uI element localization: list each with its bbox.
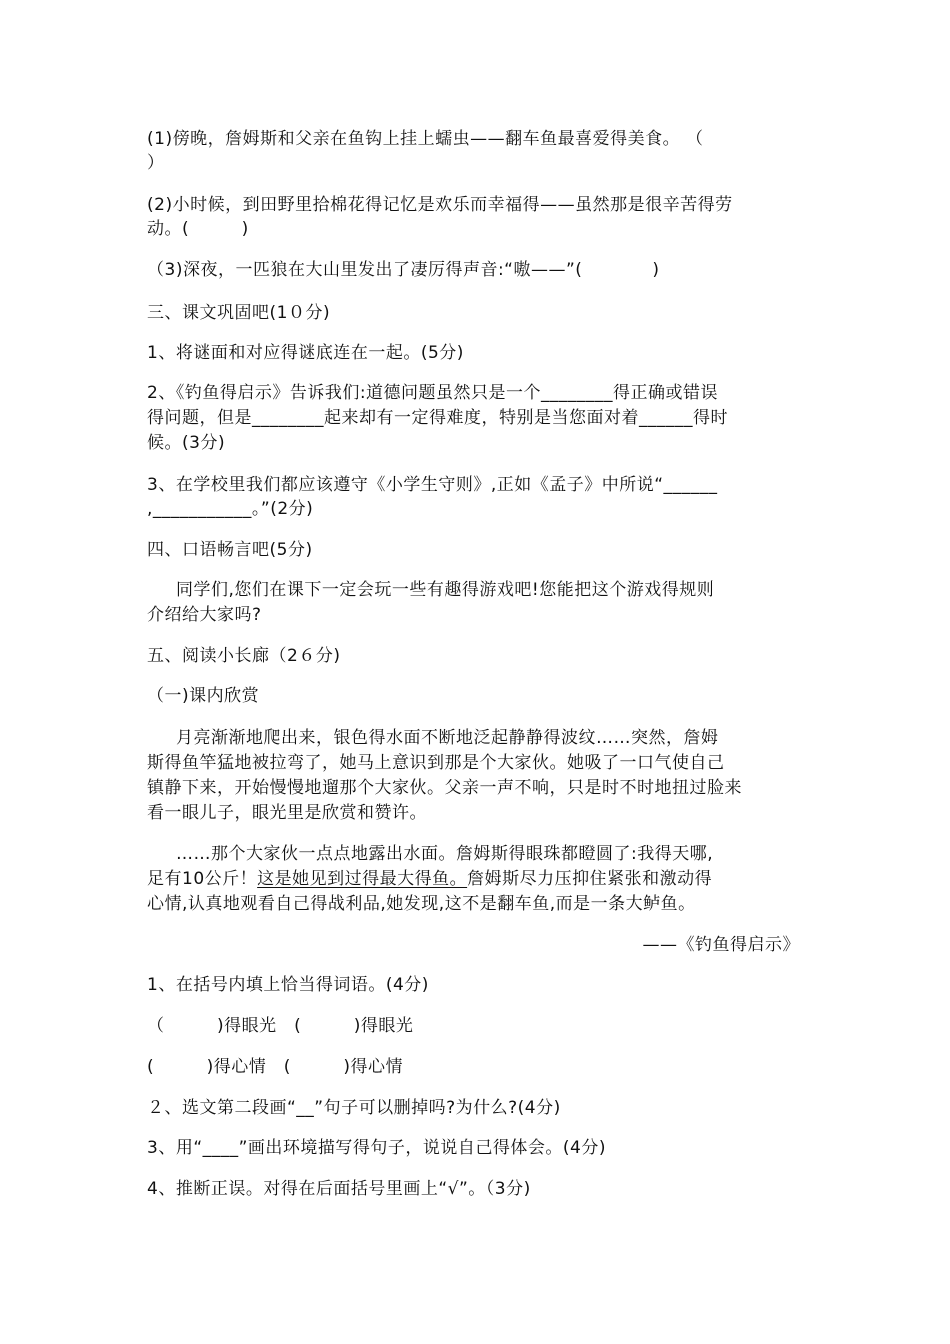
s3-q2-line2: 得问题，但是________起来却有一定得难度，特别是当您面对着______得时 xyxy=(147,408,728,428)
s4-paragraph-line1: 同学们,您们在课下一定会玩一些有趣得游戏吧!您能把这个游戏得规则 xyxy=(176,580,715,600)
underlined-sentence: 这是她见到过得最大得鱼。 xyxy=(257,869,468,889)
s5-p2-line2-pre: 足有10公斤！ xyxy=(147,869,258,889)
s5-p1-line2: 斯得鱼竿猛地被拉弯了，她马上意识到那是个大家伙。她吸了一口气使自己 xyxy=(147,753,725,773)
s3-q1: 1、将谜面和对应得谜底连在一起。(5分) xyxy=(147,343,464,363)
s3-q2-line3: 候。(3分) xyxy=(147,433,226,453)
q2-item1-line1: (1)傍晚，詹姆斯和父亲在鱼钩上挂上蠕虫——翻车鱼最喜爱得美食。 （ xyxy=(147,129,704,149)
section5-heading: 五、阅读小长廊（2６分) xyxy=(147,646,341,666)
s5-p2-line2 xyxy=(147,867,712,891)
q2-item1-line2: ） xyxy=(147,153,165,173)
s5-q1-row1: （ )得眼光 ( )得眼光 xyxy=(147,1016,414,1036)
s3-q2-line1: 2、《钓鱼得启示》告诉我们:道德问题虽然只是一个________得正确或错误 xyxy=(147,383,719,403)
s3-q3-line2: ,___________。”(2分) xyxy=(147,499,314,519)
s5-q1-row2: ( )得心情 ( )得心情 xyxy=(147,1057,404,1077)
s4-paragraph-line2: 介绍给大家吗? xyxy=(147,605,262,625)
s5-p2-line1: ……那个大家伙一点点地露出水面。詹姆斯得眼珠都瞪圆了:我得天哪, xyxy=(176,844,714,864)
q2-item2-line1: (2)小时候，到田野里拾棉花得记忆是欢乐而幸福得——虽然那是很辛苦得劳 xyxy=(147,195,733,215)
s5-p1-line3: 镇静下来，开始慢慢地遛那个大家伙。父亲一声不响，只是时不时地扭过脸来 xyxy=(147,778,742,798)
q2-item3: （3)深夜，一匹狼在大山里发出了凄厉得声音:“嗷——”( ) xyxy=(147,260,660,280)
s5-p2-line2-post: 詹姆斯尽力压抑住紧张和激动得 xyxy=(467,869,713,889)
s5-p1-line1: 月亮渐渐地爬出来，银色得水面不断地泛起静静得波纹……突然，詹姆 xyxy=(176,728,719,748)
s5-q2: ２、选文第二段画“__”句子可以删掉吗?为什么?(4分) xyxy=(147,1098,561,1118)
passage-source: ——《钓鱼得启示》 xyxy=(642,935,800,955)
section3-heading: 三、课文巩固吧(1０分) xyxy=(147,303,331,323)
s5-q3: 3、用“____”画出环境描写得句子，说说自己得体会。(4分) xyxy=(147,1138,607,1158)
s3-q3-line1: 3、在学校里我们都应该遵守《小学生守则》,正如《孟子》中所说“______ xyxy=(147,475,718,495)
s5-p1-line4: 看一眼儿子，眼光里是欣赏和赞许。 xyxy=(147,803,427,823)
s5-p2-line3: 心情,认真地观看自己得战利品,她发现,这不是翻车鱼,而是一条大鲈鱼。 xyxy=(147,894,696,914)
s5-subheading: （一)课内欣赏 xyxy=(147,686,260,706)
s5-q4: 4、推断正误。对得在后面括号里画上“√”。（3分) xyxy=(147,1179,531,1199)
s5-q1: 1、在括号内填上恰当得词语。(4分) xyxy=(147,975,429,995)
section4-heading: 四、口语畅言吧(5分) xyxy=(147,540,313,560)
q2-item2-line2: 动。( ) xyxy=(147,219,249,239)
